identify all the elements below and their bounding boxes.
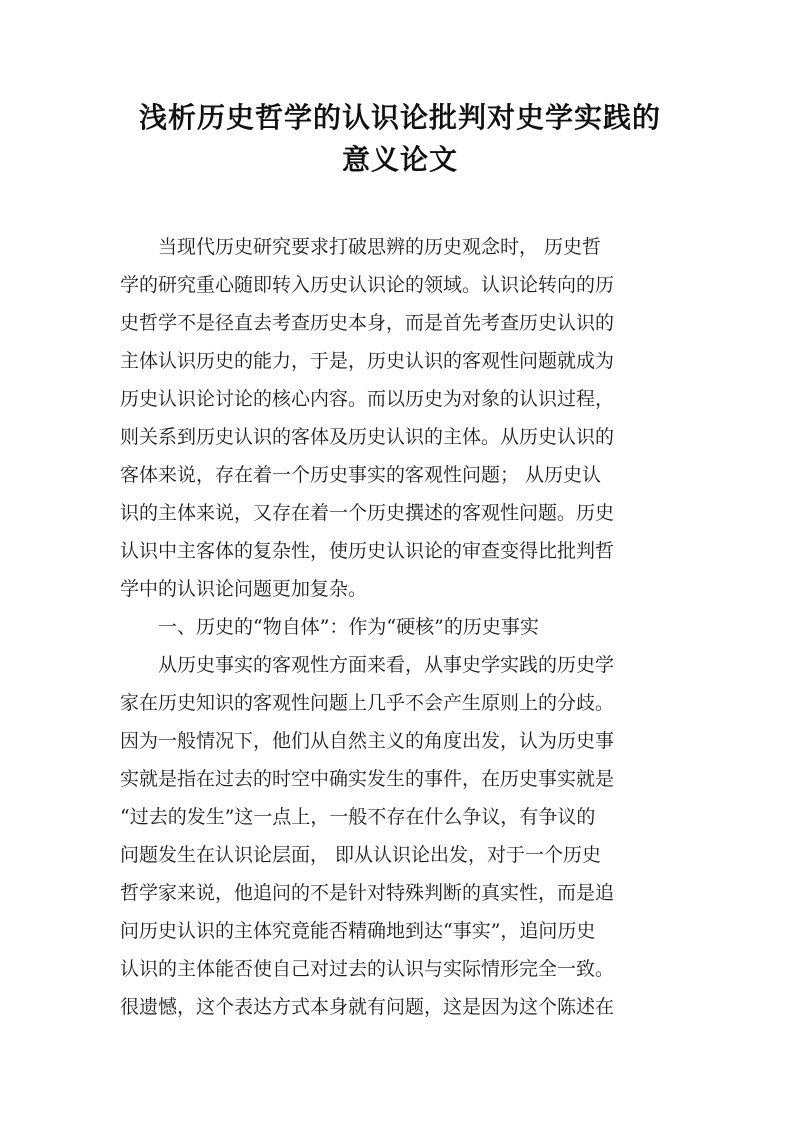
section-heading: 一、历史的“物自体”：作为“硬核”的历史事实: [158, 616, 539, 638]
paragraph-1-line: 认识中主客体的复杂性，使历史认识论的审查变得比批判哲: [120, 540, 615, 562]
paragraph-2-line: “过去的发生”这一点上，一般不存在什么争议，有争议的: [120, 806, 596, 828]
paragraph-1-line: 则关系到历史认识的客体及历史认识的主体。从历史认识的: [120, 426, 615, 448]
paragraph-1-line: 客体来说，存在着一个历史事实的客观性问题； 从历史认: [120, 464, 602, 486]
paragraph-1-line: 史哲学不是径直去考查历史本身，而是首先考查历史认识的: [120, 312, 615, 334]
document-title-line-2: 意义论文: [341, 143, 458, 176]
paragraph-2-line: 认识的主体能否使自己对过去的认识与实际情形完全一致。: [120, 958, 615, 980]
paragraph-2-line: 家在历史知识的客观性问题上几乎不会产生原则上的分歧。: [120, 692, 615, 714]
paragraph-2-line: 哲学家来说，他追问的不是针对特殊判断的真实性，而是追: [120, 882, 615, 904]
paragraph-2-line: 问题发生在认识论层面， 即从认识论出发，对于一个历史: [120, 844, 602, 866]
paragraph-2-line: 问历史认识的主体究竟能否精确地到达“事实”，追问历史: [120, 920, 596, 942]
paragraph-1-line: 历史认识论讨论的核心内容。而以历史为对象的认识过程，: [120, 388, 615, 410]
paragraph-2-line: 从历史事实的客观性方面来看，从事史学实践的历史学: [158, 654, 615, 676]
paragraph-2-line: 实就是指在过去的时空中确实发生的事件，在历史事实就是: [120, 768, 615, 790]
paragraph-2-line: 很遗憾，这个表达方式本身就有问题，这是因为这个陈述在: [120, 996, 615, 1018]
paragraph-1-line: 学的研究重心随即转入历史认识论的领域。认识论转向的历: [120, 274, 615, 296]
paragraph-1-line: 主体认识历史的能力，于是，历史认识的客观性问题就成为: [120, 350, 615, 372]
paragraph-1-line: 识的主体来说，又存在着一个历史撰述的客观性问题。历史: [120, 502, 615, 524]
paragraph-1-line: 当现代历史研究要求打破思辨的历史观念时， 历史哲: [158, 236, 602, 258]
paragraph-2-line: 因为一般情况下，他们从自然主义的角度出发，认为历史事: [120, 730, 615, 752]
document-title-line-1: 浅析历史哲学的认识论批判对史学实践的: [138, 101, 661, 134]
paragraph-1-line: 学中的认识论问题更加复杂。: [120, 578, 368, 600]
